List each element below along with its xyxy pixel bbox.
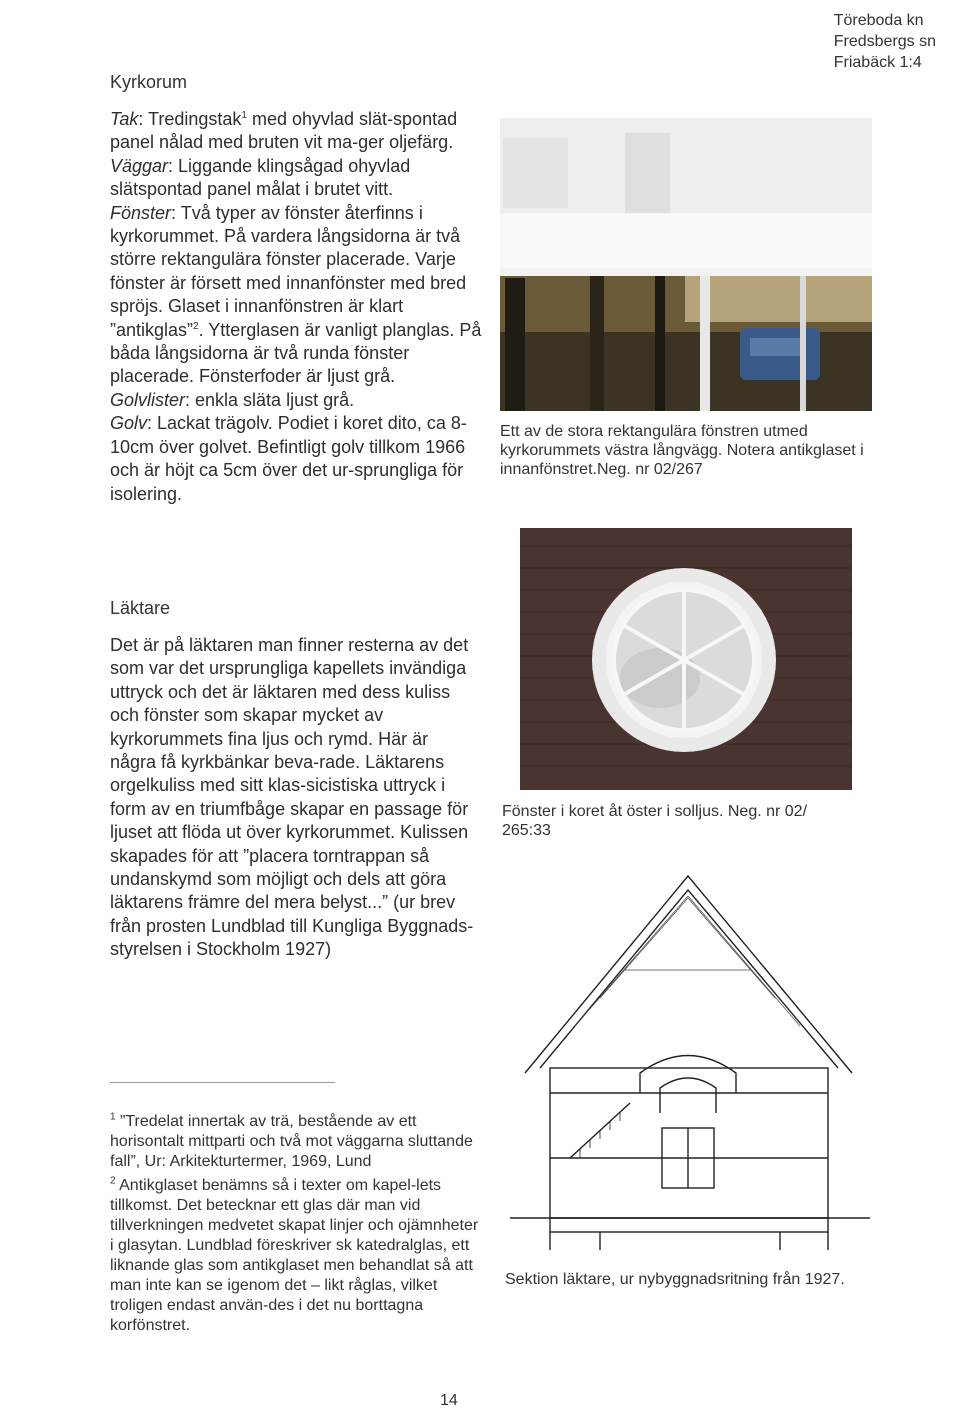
section-drawing	[490, 858, 890, 1258]
photo2-caption: Fönster i koret åt öster i solljus. Neg. nr 02/ 265:33	[502, 803, 808, 839]
fonster-paragraph	[110, 202, 485, 389]
tak-paragraph	[110, 108, 485, 155]
header-parish: Fredsbergs sn	[833, 33, 936, 50]
header-municipality: Töreboda kn	[833, 12, 924, 29]
kyrkorum-text	[110, 108, 485, 506]
location-header	[834, 10, 936, 73]
page-number: 14	[440, 1392, 458, 1409]
section-title-kyrkorum: Kyrkorum	[110, 72, 188, 92]
fonster-text-a: : Två typer av fönster återfinns i kyrkorummet. På vardera långsidorna är två större rektangulära fönster placerade. Varje fönster är försett med innanfönster med bred spröjs. Glaset i innanfönstren är klart ”antikglas”	[110, 202, 467, 340]
drawing-caption: Sektion läktare, ur nybyggnadsritning från 1927.	[505, 1271, 845, 1288]
golv-text: : Lackat trägolv. Podiet i koret dito, ca 8-10cm över golvet. Befintligt golv tillkom 1966 och är höjt ca 5cm över det ur-sprungliga för isolering.	[110, 413, 467, 504]
footnote-1-mark: 1	[110, 1111, 116, 1123]
tak-text-a: : Tredingstak	[138, 109, 242, 129]
round-window-photo	[520, 528, 852, 790]
golv-paragraph	[110, 412, 485, 506]
footnote-1	[110, 1112, 480, 1172]
section-title-laktare: Läktare	[110, 598, 171, 618]
footnotes	[110, 1112, 480, 1340]
vaggar-paragraph	[110, 155, 485, 202]
window-photo	[500, 118, 872, 411]
photo1-caption: Ett av de stora rektangulära fönstren utmed kyrkorummets västra långvägg. Notera antikglaset i innanfönstret.Neg. nr 02/267	[500, 423, 864, 478]
footnote-ref-1: 1	[241, 110, 247, 121]
tak-label: Tak	[110, 109, 139, 129]
footnote-divider	[110, 1082, 335, 1083]
vaggar-label: Väggar	[110, 155, 169, 176]
laktare-paragraph: Det är på läktaren man finner resterna av det som var det ursprungliga kapellets invändiga uttryck och det är läktaren med dess kuliss och fönster som skapar mycket av kyrkorummets fina ljus och rymd. Här är några få kyrkbänkar beva-rade. Läktarens orgelkuliss med sitt klas-sicistiska uttryck i form av en triumfbåge skapar en passage för ljuset att flöda ut över kyrkorummet. Kulissen skapades för att ”placera torntrappan så undanskymd som möjligt och dels att göra läktarens främre del mera belyst...” (ur brev från prosten Lundblad till Kungliga Byggnads-styrelsen i Stockholm 1927)	[110, 635, 474, 960]
golvlister-paragraph	[110, 389, 485, 412]
footnote-2-mark: 2	[110, 1175, 116, 1187]
footnote-1-text: ”Tredelat innertak av trä, bestående av ett horisontalt mittparti och två mot väggarna sluttande fall”, Ur: Arkitekturtermer, 1969, Lund	[110, 1113, 473, 1170]
header-property: Friabäck 1:4	[833, 54, 922, 71]
fonster-label: Fönster	[110, 202, 172, 223]
fonster-text-b: . Ytterglasen är vanligt planglas. På båda långsidorna är två runda fönster placerade. Fönsterfoder är ljust grå.	[110, 319, 482, 387]
vaggar-text: : Liggande klingsågad ohyvlad slätspontad panel målat i brutet vitt.	[110, 155, 411, 200]
golv-label: Golv	[110, 413, 148, 434]
footnote-2	[110, 1176, 480, 1336]
footnote-2-text: Antikglaset benämns så i texter om kapel-lets tillkomst. Det betecknar ett glas där man vid tillverkningen medvetet skapat linjer och ojämnheter i glasytan. Lundblad föreskriver sk katedralglas, ett liknande glas som antikglaset men behandlat så att man inte kan se igenom det – likt råglas, vilket troligen endast använ-des i det nu borttagna korfönstret.	[110, 1177, 479, 1334]
footnote-ref-2: 2	[193, 320, 199, 332]
tak-text-b: med ohyvlad slät-spontad panel nålad med bruten vit ma-ger oljefärg.	[110, 109, 458, 153]
golvlister-label: Golvlister	[110, 389, 186, 410]
laktare-text	[110, 634, 478, 962]
golvlister-text: : enkla släta ljust grå.	[185, 389, 355, 410]
